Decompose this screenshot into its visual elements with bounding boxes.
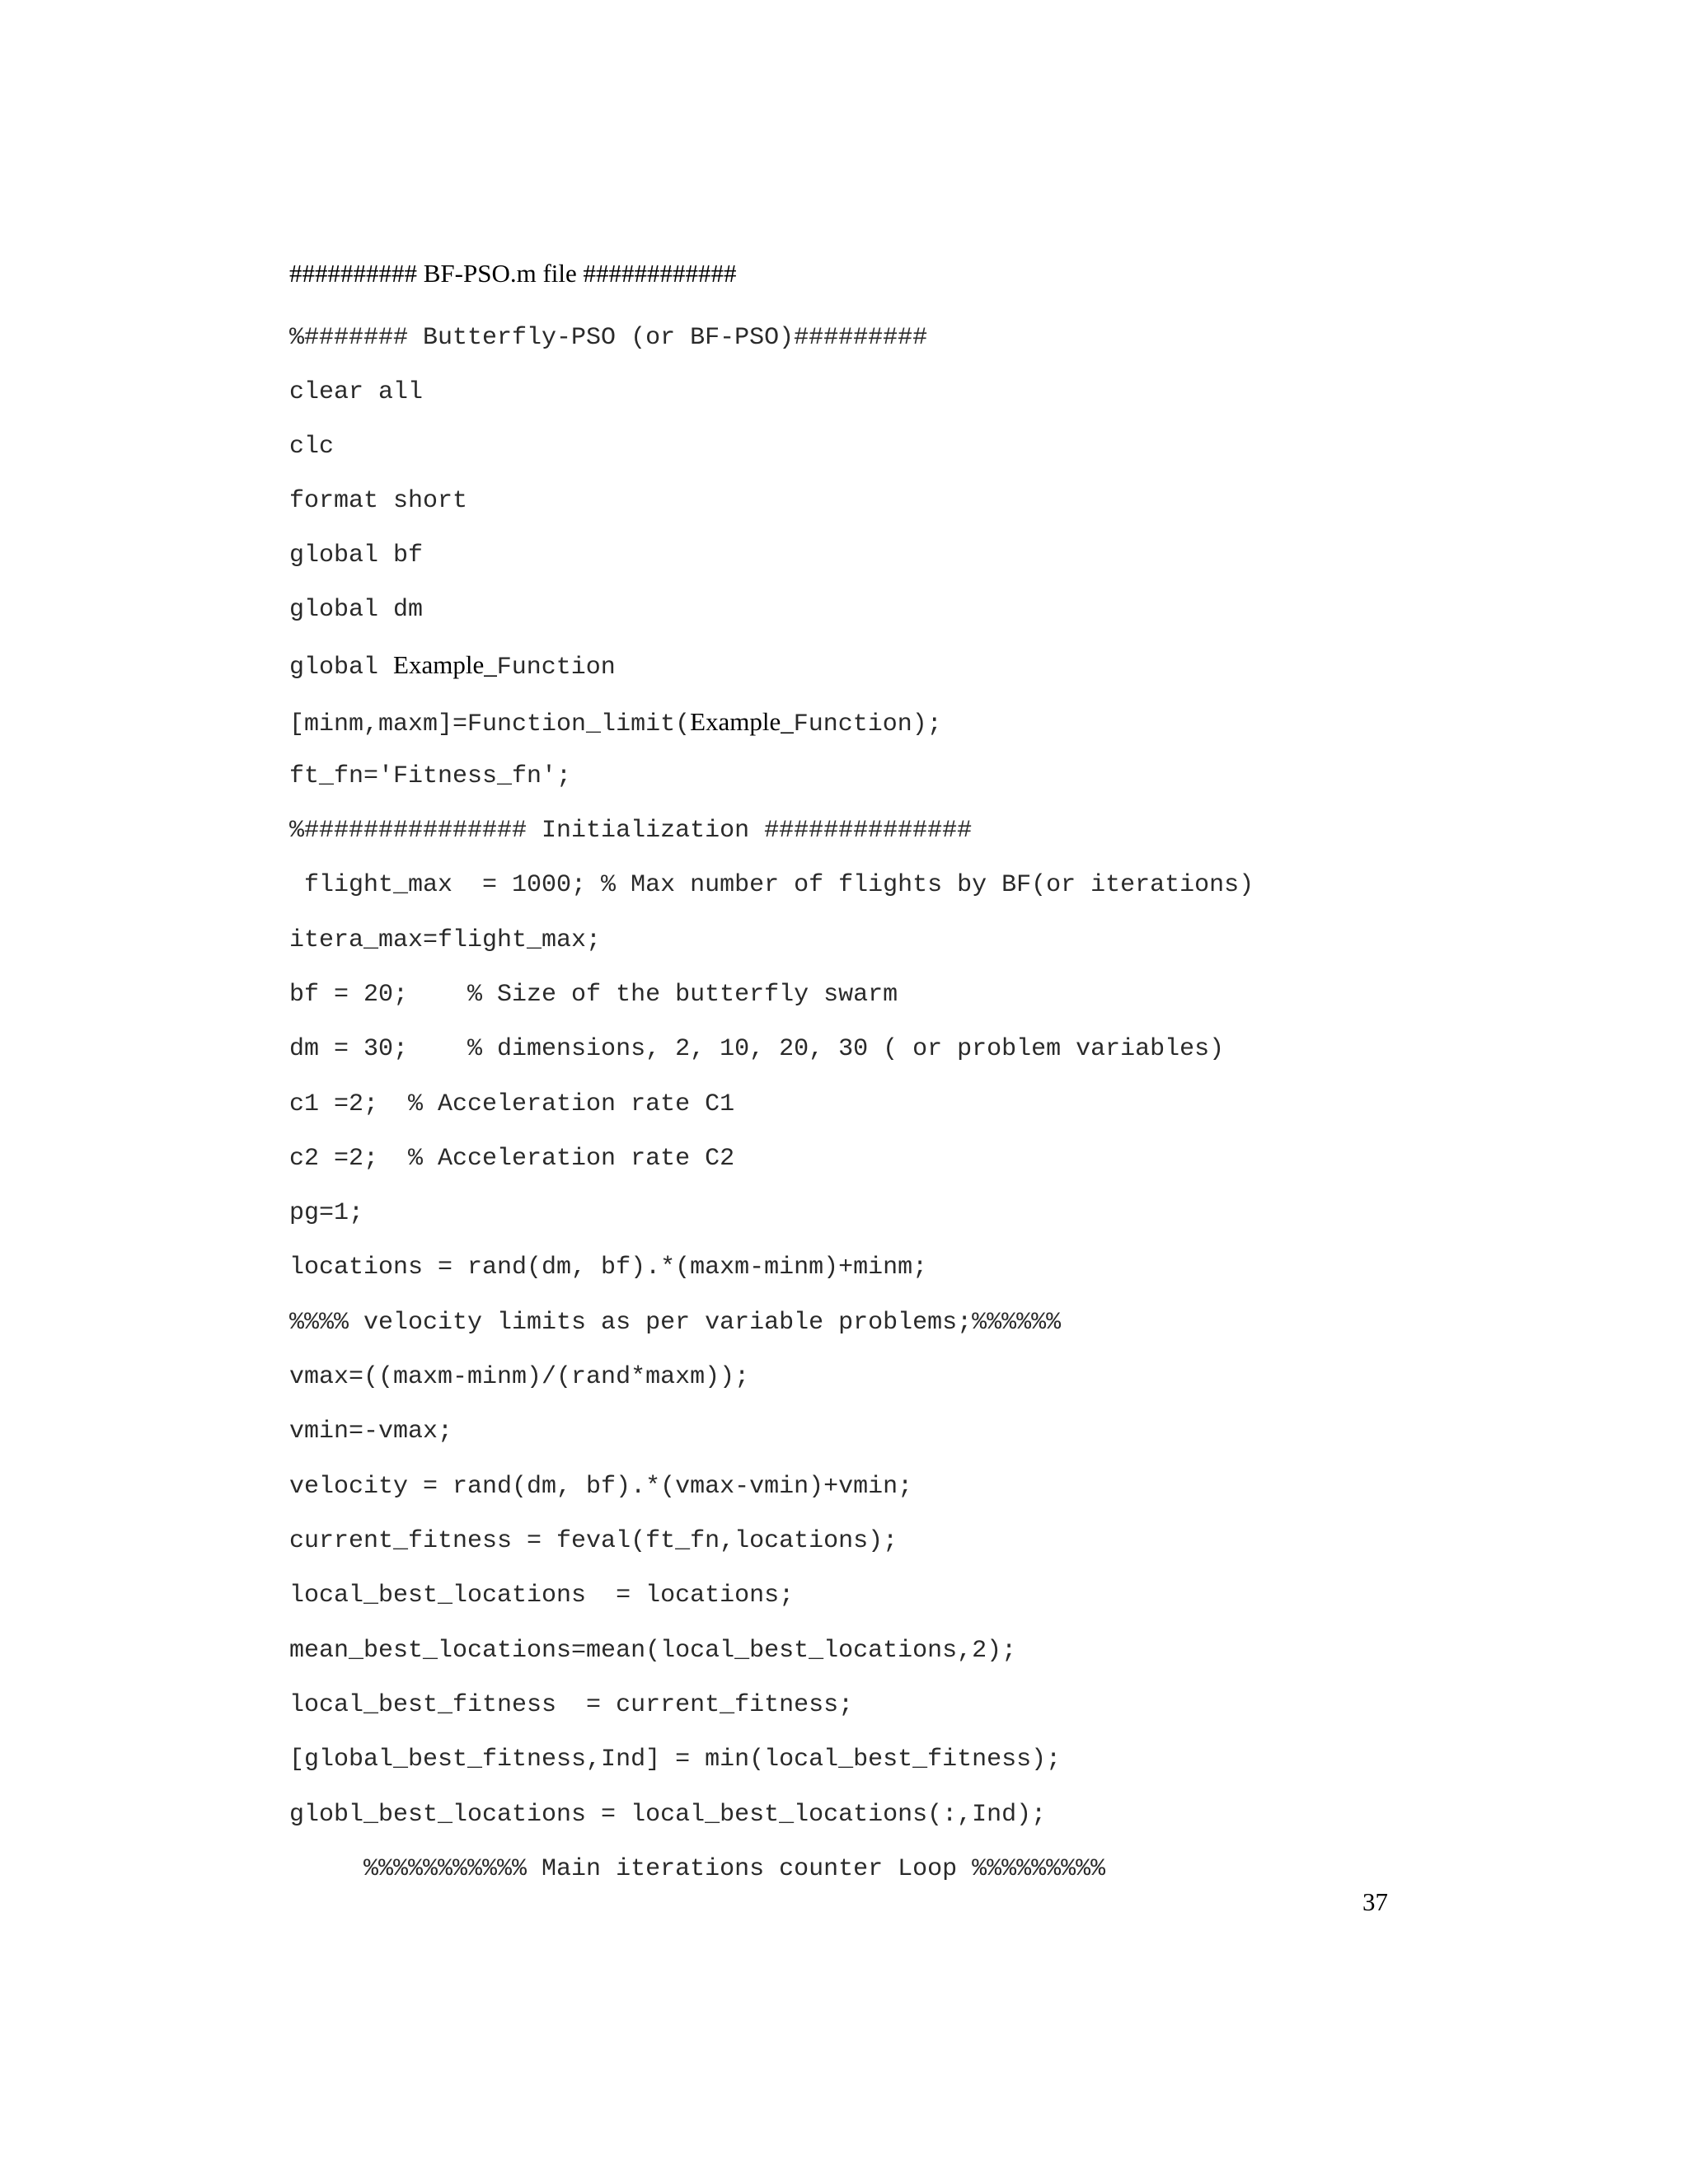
code-line-7-part-1: global — [289, 654, 394, 682]
code-line-10: %############### Initialization ############## — [289, 817, 973, 845]
code-line-7-part-3: Function — [496, 654, 616, 682]
code-line-15: c1 =2; % Acceleration rate C1 — [289, 1090, 735, 1118]
code-line-26: local_best_fitness = current_fitness; — [289, 1691, 854, 1719]
code-line-25: mean_best_locations=mean(local_best_locations,2); — [289, 1637, 1017, 1665]
code-line-5: global bf — [289, 541, 424, 569]
code-line-8-part-3: Function); — [793, 710, 942, 738]
code-line-14: dm = 30; % dimensions, 2, 10, 20, 30 ( or problem variables) — [289, 1035, 1225, 1063]
code-line-8-part-2: Example_ — [690, 707, 794, 736]
code-line-3: clc — [289, 433, 335, 461]
code-line-17: pg=1; — [289, 1199, 364, 1227]
code-line-13: bf = 20; % Size of the butterfly swarm — [289, 981, 898, 1009]
code-line-2: clear all — [289, 378, 424, 406]
code-line-4: format short — [289, 487, 468, 515]
code-line-29: %%%%%%%%%%% Main iterations counter Loop %%%%%%%%% — [289, 1855, 1106, 1883]
code-line-20: vmax=((maxm-minm)/(rand*maxm)); — [289, 1363, 750, 1391]
code-line-9: ft_fn='Fitness_fn'; — [289, 762, 572, 790]
code-line-8-part-1: [minm,maxm]=Function_limit( — [289, 710, 691, 738]
code-line-12: itera_max=flight_max; — [289, 926, 602, 954]
code-line-22: velocity = rand(dm, bf).*(vmax-vmin)+vmin; — [289, 1473, 913, 1501]
code-line-24: local_best_locations = locations; — [289, 1582, 795, 1610]
code-line-1: %####### Butterfly-PSO (or BF-PSO)######### — [289, 324, 928, 352]
code-line-21: vmin=-vmax; — [289, 1418, 453, 1446]
code-line-8 — [289, 701, 942, 743]
code-line-6: global dm — [289, 596, 424, 624]
code-line-19: %%%% velocity limits as per variable problems;%%%%%% — [289, 1309, 1062, 1337]
page-number: 37 — [1362, 1887, 1388, 1916]
code-line-28: globl_best_locations = local_best_locations(:,Ind); — [289, 1801, 1047, 1829]
code-line-23: current_fitness = feval(ft_fn,locations); — [289, 1527, 898, 1555]
code-line-7-part-2: Example_ — [393, 650, 497, 679]
code-line-18: locations = rand(dm, bf).*(maxm-minm)+minm; — [289, 1254, 928, 1282]
file-heading: ########## BF-PSO.m file ############ — [289, 259, 737, 288]
code-line-7 — [289, 644, 616, 686]
code-line-16: c2 =2; % Acceleration rate C2 — [289, 1145, 735, 1173]
code-line-11: flight_max = 1000; % Max number of flights by BF(or iterations) — [289, 871, 1254, 899]
code-line-27: [global_best_fitness,Ind] = min(local_best_fitness); — [289, 1746, 1062, 1774]
